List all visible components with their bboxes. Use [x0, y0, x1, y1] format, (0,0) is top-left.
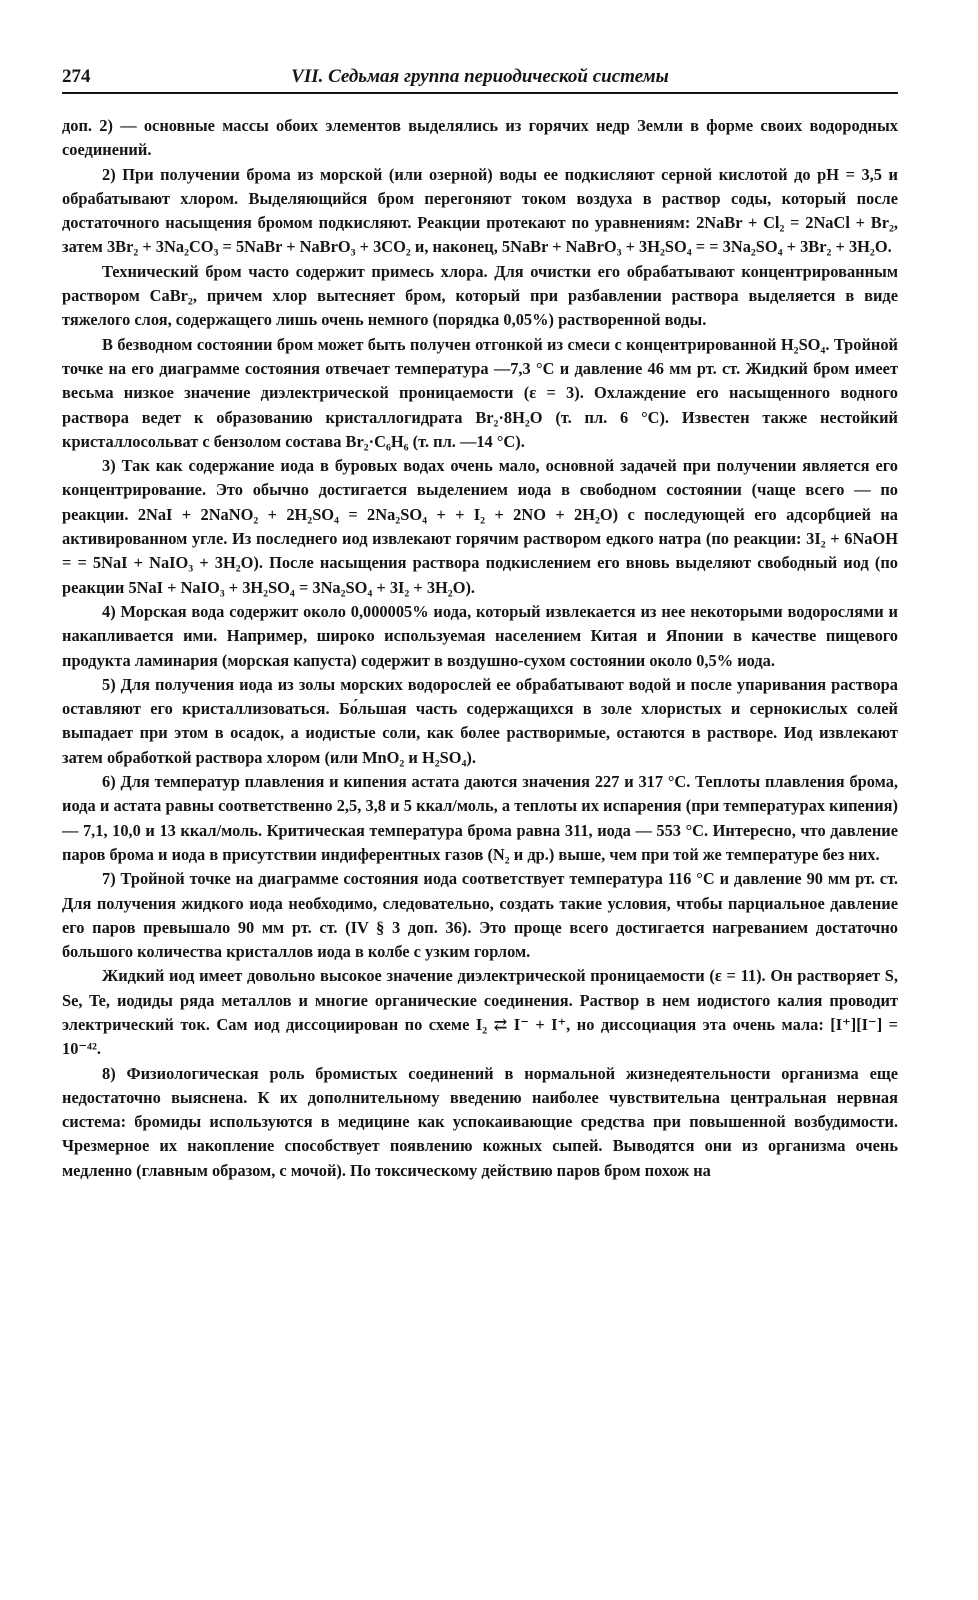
paragraph-note-4: 4) Морская вода содержит около 0,000005% иода, который извлекается из нее некоторыми водорослями и накапливается ими. Например, широко используемая населением Китая и Японии в качестве пищевого продукта ламинария (морская капуста) содержит в воздушно-сухом состоянии около 0,5% иода.: [62, 601, 898, 670]
paragraph-bromine-purification: Технический бром часто содержит примесь хлора. Для очистки его обрабатывают концентрированным раствором CaBr₂, причем хлор вытесняет бром, который при разбавлении раствора выделяется в виде тяжелого слоя, содержащего лишь очень немного (порядка 0,05%) растворенной воды.: [62, 261, 898, 330]
paragraph-note-3: 3) Так как содержание иода в буровых водах очень мало, основной задачей при получении является его концентрирование. Это обычно достигается выделением иода в свободном состоянии (чаще всего — по реакции. 2NaI + 2NaNO₂ + 2H₂SO₄ = 2Na₂SO₄ + + I₂ + 2NO + 2H₂O) с последующей его адсорбцией на активированном угле. Из последнего иод извлекают горячим раствором едкого натра (по реакции: 3I₂ + 6NaOH = = 5NaI + NaIO₃ + 3H₂O). После насыщения раствора подкислением его вновь выделяют свободный иод (по реакции 5NaI + NaIO₃ + 3H₂SO₄ = 3Na₂SO₄ + 3I₂ + 3H₂O).: [62, 456, 898, 597]
body-text: [62, 114, 898, 1183]
paragraph-liquid-iodine: Жидкий иод имеет довольно высокое значение диэлектрической проницаемости (ε = 11). Он растворяет S, Se, Te, иодиды ряда металлов и многие органические соединения. Раствор в нем иодистого калия проводит электрический ток. Сам иод диссоциирован по схеме I₂ ⇄ I⁻ + I⁺, но диссоциация эта очень мала: [I⁺][I⁻] = 10⁻⁴².: [62, 966, 898, 1059]
running-title: VII. Седьмая группа периодической системы: [291, 66, 669, 87]
page-header: [62, 62, 898, 94]
paragraph-note-5: 5) Для получения иода из золы морских водорослей ее обрабатывают водой и после упаривания раствора оставляют его кристаллизоваться. Бо́льшая часть содержащихся в золе хлористых и сернокислых солей выпадает при этом в осадок, а иодистые соли, как более растворимые, остаются в растворе. Иод извлекают затем обработкой раствора хлором (или MnO₂ и H₂SO₄).: [62, 674, 898, 767]
paragraph-note-7: 7) Тройной точке на диаграмме состояния иода соответствует температура 116 °C и давление 90 мм рт. ст. Для получения жидкого иода необходимо, следовательно, создать такие условия, чтобы парциальное давление его паров превышало 90 мм рт. ст. (IV § 3 доп. 36). Это проще всего достигается нагреванием достаточно большого количества кристаллов иода в колбе с узким горлом.: [62, 869, 898, 962]
paragraph-note-2: 2) При получении брома из морской (или озерной) воды ее подкисляют серной кислотой до pH = 3,5 и обрабатывают хлором. Выделяющийся бром перегоняют током воздуха в раствор соды, который после достаточного насыщения бромом подкисляют. Реакции протекают по уравнениям: 2NaBr + Cl₂ = 2NaCl + Br₂, затем 3Br₂ + 3Na₂CO₃ = 5NaBr + NaBrO₃ + 3CO₂ и, наконец, 5NaBr + NaBrO₃ + 3H₂SO₄ = = 3Na₂SO₄ + 3Br₂ + 3H₂O.: [62, 164, 898, 257]
page-number: 274: [62, 66, 91, 87]
book-page: [62, 62, 898, 1183]
paragraph-continuation: доп. 2) — основные массы обоих элементов выделялись из горячих недр Земли в форме своих водородных соединений.: [62, 116, 898, 160]
paragraph-note-8: 8) Физиологическая роль бромистых соединений в нормальной жизнедеятельности организма еще недостаточно выяснена. К их дополнительному введению наиболее чувствительна центральная нервная система: бромиды используются в медицине как успокаивающие средства при повышенной возбудимости. Чрезмерное их накопление способствует появлению кожных сыпей. Выводятся они из организма очень медленно (главным образом, с мочой). По токсическому действию паров бром похож на: [62, 1063, 898, 1180]
paragraph-note-6: 6) Для температур плавления и кипения астата даются значения 227 и 317 °C. Теплоты плавления брома, иода и астата равны соответственно 2,5, 3,8 и 5 ккал/моль, а теплоты их испарения (при температурах кипения) — 7,1, 10,0 и 13 ккал/моль. Критическая температура брома равна 311, иода — 553 °C. Интересно, что давление паров брома и иода в присутствии индиферентных газов (N₂ и др.) выше, чем при той же температуре без них.: [62, 772, 898, 864]
paragraph-anhydrous-bromine: В безводном состоянии бром может быть получен отгонкой из смеси с концентрированной H₂SO₄. Тройной точке на его диаграмме состояния отвечает температура —7,3 °C и давление 46 мм рт. ст. Жидкий бром имеет весьма низкое значение диэлектрической проницаемости (ε = 3). Охлаждение его насыщенного водного раствора ведет к образованию кристаллогидрата Br₂·8H₂O (т. пл. 6 °C). Известен также нестойкий кристаллосольват с бензолом состава Br₂·C₆H₆ (т. пл. —14 °C).: [62, 334, 898, 451]
